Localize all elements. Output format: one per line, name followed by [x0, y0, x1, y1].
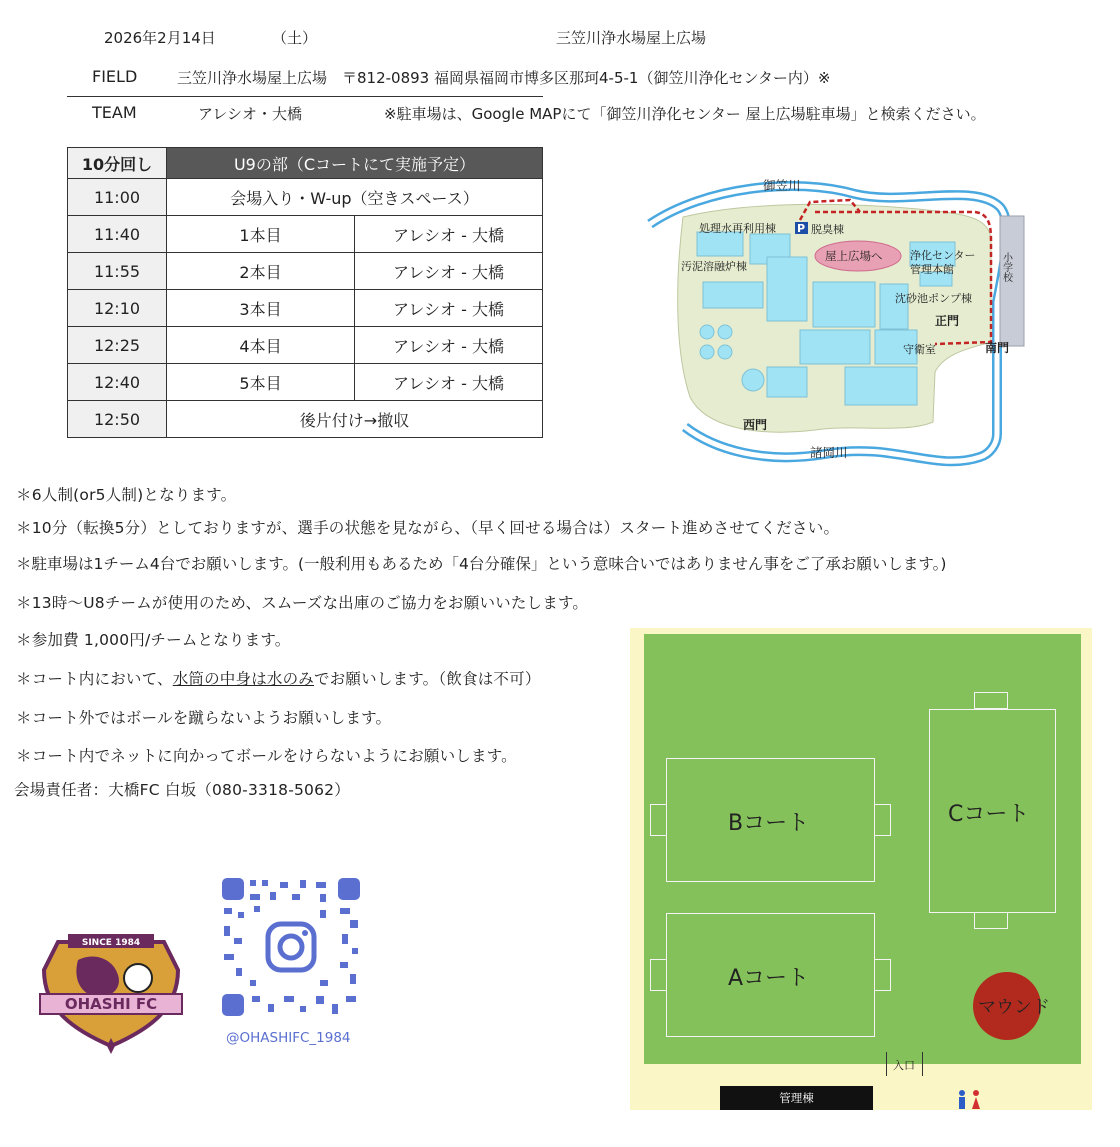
building [800, 330, 870, 364]
field-address: 三笠川浄水場屋上広場 〒812-0893 福岡県福岡市博多区那珂4-5-1（御笠川浄化センター内）※ [177, 69, 831, 87]
building [845, 367, 917, 405]
tank [700, 325, 714, 339]
logo-since: SINCE 1984 [81, 938, 141, 948]
parking-note: ※駐車場は、Google MAPにて「御笠川浄化センター 屋上広場駐車場」と検索ください。 [384, 105, 986, 123]
schedule-table [67, 147, 543, 438]
building [697, 232, 743, 256]
team-label: TEAM [92, 103, 137, 122]
event-weekday: （土） [272, 29, 318, 47]
note-net: ＊コート内でネットに向かってボールをけらないようにお願いします。 [16, 747, 517, 765]
entrance-post-right [922, 1052, 923, 1076]
tank [700, 345, 714, 359]
tank [718, 345, 732, 359]
note-water [16, 667, 541, 689]
instagram-qr-code [220, 876, 362, 1018]
note-parking: ＊駐車場は1チーム4台でお願いします。(一般利用もあるため「4台分確保」という意味合いではありません事をご了承お願いします。) [16, 555, 947, 573]
note-water-emphasis: 水筒の中身は水のみ [172, 670, 315, 688]
building [767, 367, 807, 397]
parking-glyph: P [797, 222, 806, 235]
court-c-goal-top [974, 692, 1008, 709]
court-a-goal-left [650, 959, 667, 991]
court-c-label: Cコート [948, 802, 1030, 827]
map-label-river-bottom: 諸岡川 [810, 445, 848, 460]
mound-label: マウンド [978, 997, 1050, 1018]
row-time: 12:25 [68, 327, 167, 364]
note-water-pre: ＊コート内において、 [16, 670, 173, 688]
table-row [68, 290, 543, 327]
event-date: 2026年2月14日 [104, 29, 216, 47]
row-time: 12:40 [68, 364, 167, 401]
row-time: 11:55 [68, 253, 167, 290]
table-row [68, 327, 543, 364]
row-game: 2本目 [167, 253, 355, 290]
building [813, 282, 875, 327]
building [880, 284, 908, 329]
male-icon [959, 1090, 965, 1096]
court-b-goal-left [650, 804, 667, 836]
row-game: 5本目 [167, 364, 355, 401]
tank [718, 325, 732, 339]
note-no-kicking: ＊コート外ではボールを蹴らないようお願いします。 [16, 709, 392, 727]
table-row [68, 401, 543, 438]
map-label-guard: 守衛室 [903, 343, 936, 356]
building [767, 257, 807, 321]
row-game: 3本目 [167, 290, 355, 327]
row-time: 12:10 [68, 290, 167, 327]
building [703, 282, 763, 308]
map-label-river-top: 御笠川 [763, 178, 801, 193]
entrance-label: 入口 [893, 1059, 915, 1072]
logo-name: OHASHI FC [64, 995, 158, 1013]
row-match: アレシオ - 大橋 [355, 216, 543, 253]
note-fee: ＊参加費 1,000円/チームとなります。 [16, 631, 291, 649]
male-body [959, 1097, 965, 1109]
row-game: 1本目 [167, 216, 355, 253]
row-match: アレシオ - 大橋 [355, 253, 543, 290]
map-label-west-gate: 西門 [743, 418, 768, 432]
schedule-rotation: 10分回し [68, 148, 167, 179]
row-time: 11:00 [68, 179, 167, 216]
row-content: 後片付け→撤収 [167, 401, 543, 438]
map-label-school: 小学校 [1000, 252, 1012, 282]
site-map [645, 172, 1030, 477]
management-building-label: 管理棟 [779, 1091, 814, 1105]
table-row [68, 253, 543, 290]
schedule-division: U9の部（Cコートにて実施予定） [167, 148, 543, 179]
team-name: アレシオ・大橋 [198, 105, 303, 123]
soccer-ball-icon [124, 964, 152, 992]
instagram-dot [302, 930, 308, 936]
instagram-handle: @OHASHIFC_1984 [226, 1030, 351, 1046]
female-icon [973, 1090, 979, 1096]
club-logo [38, 930, 184, 1056]
row-time: 12:50 [68, 401, 167, 438]
court-b-goal-right [874, 804, 891, 836]
header-divider [67, 96, 543, 97]
row-match: アレシオ - 大橋 [355, 327, 543, 364]
field-label: FIELD [92, 67, 138, 86]
table-row [68, 364, 543, 401]
map-label-admin: 管理本館 [910, 263, 954, 276]
note-water-post: でお願いします。（飲食は不可） [314, 670, 541, 688]
map-label-main-gate: 正門 [935, 314, 960, 328]
note-game-length: ＊10分（転換5分）としておりますが、選手の状態を見ながら、（早く回せる場合は）スタート進めさせてください。 [16, 519, 840, 537]
map-label-south-gate: 南門 [985, 341, 1010, 355]
contact-person: 会場責任者：大橋FC 白坂（080-3318-5062） [14, 781, 350, 799]
table-row [68, 216, 543, 253]
tank [742, 369, 764, 391]
table-row [68, 179, 543, 216]
map-label-rooftop: 屋上広場へ [825, 249, 883, 263]
map-label-treated-water: 処理水再利用棟 [699, 222, 776, 235]
court-b-label: Bコート [728, 811, 810, 836]
note-player-count: ＊6人制(or5人制)となります。 [16, 486, 237, 504]
row-match: アレシオ - 大橋 [355, 290, 543, 327]
court-a-label: Aコート [728, 966, 810, 991]
row-match: アレシオ - 大橋 [355, 364, 543, 401]
row-time: 11:40 [68, 216, 167, 253]
venue-name: 三笠川浄水場屋上広場 [556, 29, 707, 47]
schedule-header-row [68, 148, 543, 179]
court-a-goal-right [874, 959, 891, 991]
court-c-goal-bottom [974, 912, 1008, 929]
female-body [972, 1097, 980, 1109]
row-game: 4本目 [167, 327, 355, 364]
map-label-deodorize: 脱臭棟 [811, 223, 844, 236]
row-content: 会場入り・W-up（空きスペース） [167, 179, 543, 216]
map-label-pump: 沈砂池ポンプ棟 [895, 292, 972, 305]
map-label-purify: 浄化センター [910, 249, 976, 262]
note-exit: ＊13時～U8チームが使用のため、スムーズな出庫のご協力をお願いいたします。 [16, 594, 589, 612]
map-label-sludge: 汚泥溶融炉棟 [681, 260, 747, 273]
restroom-icon [955, 1089, 985, 1111]
entrance-post-left [886, 1052, 887, 1076]
